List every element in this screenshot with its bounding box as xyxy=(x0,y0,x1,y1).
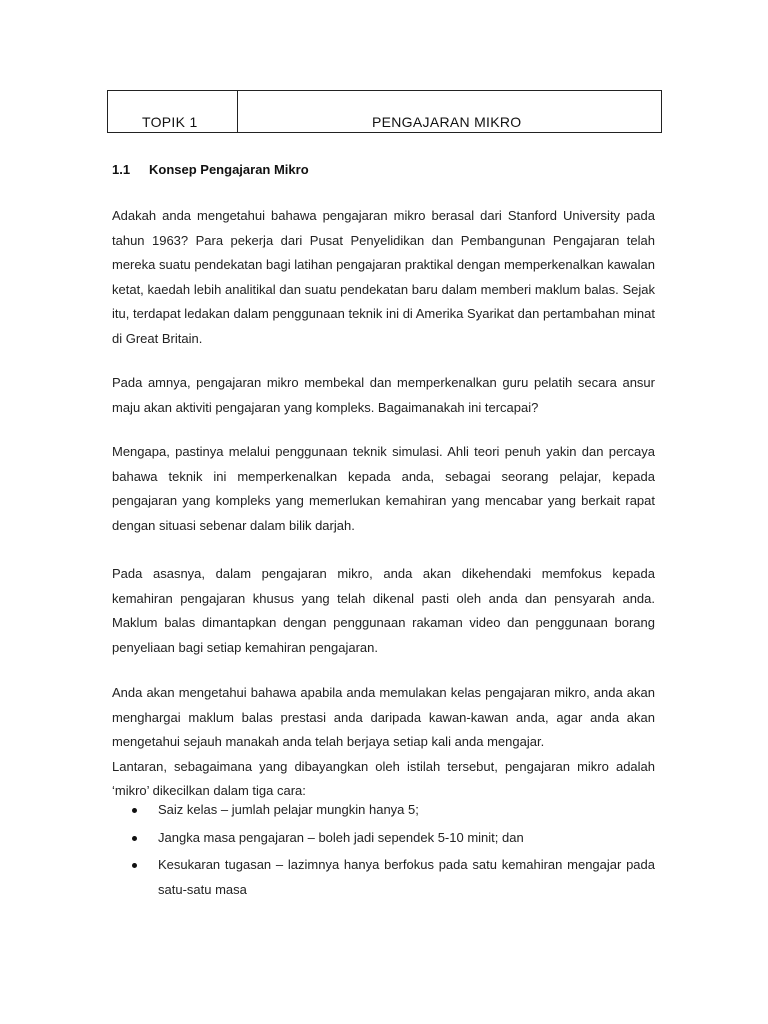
topic-header-table xyxy=(107,90,662,133)
list-item-text: Jangka masa pengajaran – boleh jadi sependek 5-10 minit; dan xyxy=(158,829,524,845)
paragraph-text: Pada asasnya, dalam pengajaran mikro, anda akan dikehendaki memfokus kepada kemahiran pengajaran khusus yang telah dikenal pasti oleh anda dan pensyarah anda. Maklum balas dimantapkan dengan penggunaan rakaman video dan penggunaan borang penyeliaan bagi setiap kemahiran pengajaran. xyxy=(112,566,655,655)
paragraph-text: Mengapa, pastinya melalui penggunaan teknik simulasi. Ahli teori penuh yakin dan percaya bahawa teknik ini memperkenalkan kepada anda, sebagai seorang pelajar, kepada pengajaran yang kompleks yang memerlukan kemahiran yang mencabar yang berkait rapat dengan situasi sebenar dalam bilik darjah. xyxy=(112,444,655,533)
bullet-icon xyxy=(132,808,137,813)
bullet-icon xyxy=(132,836,137,841)
section-heading xyxy=(112,162,309,177)
topic-title-cell xyxy=(238,91,661,132)
paragraph-overview xyxy=(112,371,655,420)
topic-title: PENGAJARAN MIKRO xyxy=(372,114,522,130)
list-item xyxy=(112,798,655,823)
topic-label: TOPIK 1 xyxy=(142,114,198,130)
bullet-icon xyxy=(132,863,137,868)
paragraph-text: Lantaran, sebagaimana yang dibayangkan oleh istilah tersebut, pengajaran mikro adalah ‘mikro’ dikecilkan dalam tiga cara: xyxy=(112,758,655,798)
list-item xyxy=(112,853,655,902)
paragraph-focus xyxy=(112,562,655,660)
paragraph-simulation xyxy=(112,440,655,538)
bullet-list xyxy=(112,798,655,905)
paragraph-text: Adakah anda mengetahui bahawa pengajaran mikro berasal dari Stanford University pada tahun 1963? Para pekerja dari Pusat Penyelidikan dan Pembangunan Pengajaran telah mereka suatu pendekatan bagi latihan pengajaran praktikal dengan memperkenalkan kawalan ketat, kaedah lebih analitikal dan suatu pendekatan baru dalam memberi maklum balas. Sejak itu, terdapat ledakan dalam penggunaan teknik ini di Amerika Syarikat dan pertambahan minat di Great Britain. xyxy=(112,208,655,346)
paragraph-text: Pada amnya, pengajaran mikro membekal dan memperkenalkan guru pelatih secara ansur maju akan aktiviti pengajaran yang kompleks. Bagaimanakah ini tercapai? xyxy=(112,375,655,415)
paragraph-origin xyxy=(112,204,655,351)
topic-number-cell xyxy=(108,91,238,132)
list-item xyxy=(112,826,655,851)
paragraph-feedback xyxy=(112,681,655,804)
section-number: 1.1 xyxy=(112,162,131,177)
list-item-text: Saiz kelas – jumlah pelajar mungkin hanya 5; xyxy=(158,802,419,817)
list-item-text: Kesukaran tugasan – lazimnya hanya berfokus pada satu kemahiran mengajar pada satu-satu masa xyxy=(158,857,655,897)
section-title: Konsep Pengajaran Mikro xyxy=(149,162,309,177)
paragraph-text: Anda akan mengetahui bahawa apabila anda memulakan kelas pengajaran mikro, anda akan menghargai maklum balas prestasi anda daripada kawan-kawan anda, agar anda akan mengetahui sejauh manakah anda telah berjaya setiap kali anda mengajar. xyxy=(112,685,655,749)
